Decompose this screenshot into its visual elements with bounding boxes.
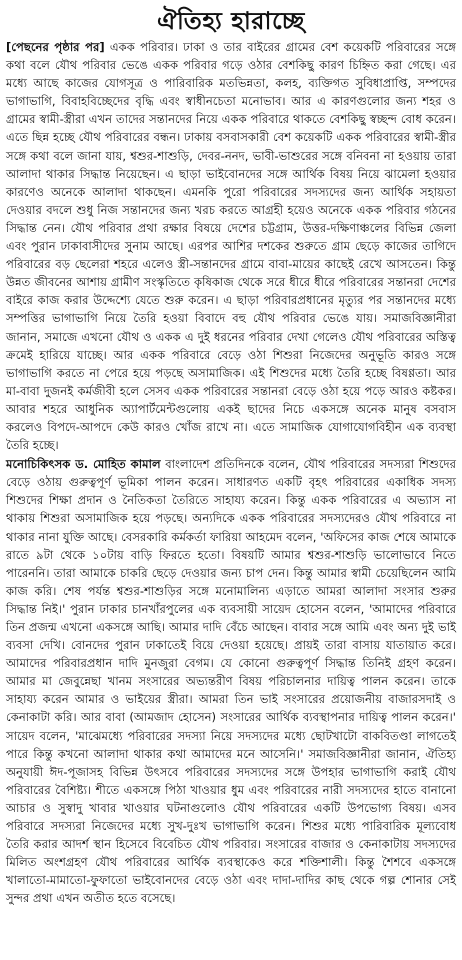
paragraph-lead-in: মনোচিকিৎসক ড. মোহিত কামাল bbox=[6, 457, 161, 472]
continuation-marker: [পেছনের পৃষ্ঠার পর] bbox=[6, 40, 105, 54]
article-headline: ঐতিহ্য হারাচ্ছে bbox=[157, 7, 305, 35]
paragraph-text: বাংলাদেশ প্রতিদিনকে বলেন, যৌথ পরিবারের সদস্যরা শিশুদের বেড়ে ওঠায় গুরুত্বপূর্ণ ভূমিকা পালন করেন। সাধারণত একটি বৃহৎ পরিবারের একাধিক সদস্য শিশুদের শিক্ষা প্রদান ও নৈতিকতা তৈরিতে সাহায্য করেন। কিন্তু একক পরিবারের এ অভ্যাস না থাকায় শিশুরা অসামাজিক হয়ে পড়ছে। অন্যদিকে একক পরিবারের সদস্যদেরও যৌথ পরিবারে না থাকার নানা যুক্তি আছে। বেসরকারি কর্মকর্তা ফারিয়া আহমেদ বলেন, 'অফিসের কাজ শেষে আমাকে রাতে ৯টা থেকে ১০টায় বাড়ি ফিরতে হতো। বিষয়টি আমার শ্বশুর-শাশুড়ি ভালোভাবে নিতে পারেননি। তারা আমাকে চাকরি ছেড়ে দেওয়ার জন্য চাপ দেন। কিন্তু আমার স্বামী চেয়েছিলেন আমি কাজ করি। শেষ পর্যন্ত শ্বশুর-শাশুড়ির সঙ্গে মনোমালিন্য এড়াতে আমরা আলাদা সংসার শুরুর সিদ্ধান্ত নিই।' পুরান ঢাকার চানখাঁরপুলের এক ব্যবসায়ী সায়েদ হোসেন বলেন, 'আমাদের পরিবারে তিন প্রজন্ম এখনো একসঙ্গে আছি। আমার দাদি বেঁচে আছেন। বাবার সঙ্গে আমি এবং অন্য দুই ভাই ব্যবসা দেখি। বোনদের পুরান ঢাকাতেই বিয়ে দেওয়া হয়েছে। প্রায়ই তারা বাসায় যাতায়াত করে। আমাদের পরিবারপ্রধান দাদি মুনজুরা বেগম। যে কোনো গুরুত্বপূর্ণ সিদ্ধান্ত তিনিই গ্রহণ করেন। আমার মা জেবুন্নেছা খানম সংসারের অভ্যন্তরীণ বিষয় পরিচালনার দায়িত্ব পালন করেন। তাকে সাহায্য করেন আমার ও ভাইয়ের স্ত্রীরা। আমরা তিন ভাই সংসারের প্রয়োজনীয় বাজারসদাই ও কেনাকাটা করি। আর বাবা (আমজাদ হোসেন) সংসারের আর্থিক ব্যবস্থাপনার দায়িত্ব পালন করেন।' সায়েদ বলেন, 'মাঝেমধ্যে পরিবারের সদস্যা নিয়ে সদস্যদের মধ্যে ছোটখাটো বাকবিতণ্ডা লাগতেই পারে কিন্তু কখনো আলাদা থাকার কথা আমাদের মনে আসেনি।' সমাজবিজ্ঞানীরা জানান, ঐতিহ্য অনুযায়ী ঈদ-পূজাসহ বিভিন্ন উৎসবে পরিবারের সদস্যদের সঙ্গে উপহার ভাগাভাগি করাই যৌথ পরিবারের বৈশিষ্ট্য। শীতে একসঙ্গে পিঠা খাওয়ার ধুম এবং পরিবারের নারী সদস্যদের হাতে বানানো আচার ও সুস্বাদু খাবার খাওয়ার ঘটনাগুলোও যৌথ পরিবারের একটি উপভোগ্য বিষয়। এসব পরিবারে সদস্যরা নিজেদের মধ্যে সুখ-দুঃখ ভাগাভাগি করেন। শিশুর মধ্যে পারিবারিক মূল্যবোধ তৈরি করার আদর্শ স্থান হিসেবে বিবেচিত যৌথ পরিবার। সংসারের বাজার ও কেনাকাটায় সদস্যদের মিলিত অংশগ্রহণ যৌথ পরিবারের আর্থিক ব্যবস্থাকেও করে শক্তিশালী। কিন্তু শৈশবে একসঙ্গে খালাতো-মামাতো-ফুফাতো ভাইবোনদের বেড়ে ওঠা এবং দাদা-দাদির কাছ থেকে গল্প শোনার সেই সুন্দর প্রথা এখন অতীত হতে বসেছে। bbox=[6, 457, 456, 906]
article-paragraph-2 bbox=[6, 455, 456, 907]
article-paragraph-1 bbox=[6, 38, 456, 454]
article-body bbox=[6, 38, 456, 908]
paragraph-text: একক পরিবার। ঢাকা ও তার বাইরের গ্রামের বেশ কয়েকটি পরিবারের সঙ্গে কথা বলে যৌথ পরিবার ভেঙে একক পরিবার গড়ে ওঠার বেশকিছু কারণ চিহ্নিত করা গেছে। এর মধ্যে আছে কাজের যোগসূত্র ও পারিবারিক মতভিন্নতা, কলহ, ব্যক্তিগত সুবিধাপ্রাপ্তি, সম্পদের ভাগাভাগি, বিবাহবিচ্ছেদের বৃদ্ধি এবং স্বাধীনচেতা মনোভাব। আর এ কারণগুলোর জন্য শহর ও গ্রামের স্বামী-স্ত্রীরা এখন তাদের সন্তানদের নিয়ে একক পরিবারে থাকতে বেশকিছু স্বচ্ছন্দ বোধ করেন। এতে ছিন্ন হচ্ছে যৌথ পরিবারের বন্ধন। ঢাকায় বসবাসকারী বেশ কয়েকটি একক পরিবারের স্বামী-স্ত্রীর সঙ্গে কথা বলে জানা যায়, শ্বশুর-শাশুড়ি, দেবর-ননদ, ভাবী-ভাশুরের সঙ্গে বনিবনা না হওয়ায় তারা আলাদা থাকার সিদ্ধান্ত নিয়েছেন। এ ছাড়া ভাইবোনদের সঙ্গে আর্থিক বিষয় নিয়ে ঝামেলা হওয়ার কারণেও অনেকে আলাদা থাকছেন। এমনকি পুরো পরিবারের সদস্যদের জন্য আর্থিক সহায়তা দেওয়ার বদলে শুধু নিজ সন্তানদের জন্য খরচ করতে আগ্রহী হয়েও অনেকে একক পরিবার গঠনের সিদ্ধান্ত নেন। যৌথ পরিবার প্রথা রক্ষার বিষয়ে দেশের চট্টগ্রাম, উত্তর-দক্ষিণাঞ্চলের বিভিন্ন জেলা এবং পুরান ঢাকাবাসীদের সুনাম আছে। এরপর আশির দশকের শুরুতে গ্রাম ছেড়ে কাজের তাগিদে পরিবারের বড় ছেলেরা শহরে এলেও স্ত্রী-সন্তানদের গ্রামে বাবা-মায়ের কাছেই রেখে আসতেন। কিন্তু উন্নত জীবনের আশায় গ্রামীণ সংস্কৃতিতে কৃষিকাজ থেকে সরে ধীরে ধীরে পরিবারের সন্তানরা দেশের বাইরে কাজ করার উদ্দেশ্যে যেতে শুরু করেন। এ ছাড়া পরিবারপ্রধানের মৃত্যুর পর সন্তানদের মধ্যে সম্পত্তির ভাগাভাগি নিয়ে তৈরি হওয়া বিবাদে বহু যৌথ পরিবার ভেঙে যায়। সমাজবিজ্ঞানীরা জানান, সমাজে এখনো যৌথ ও একক এ দুই ধরনের পরিবার দেখা গেলেও যৌথ পরিবারের অস্তিত্ব ক্রমেই হারিয়ে যাচ্ছে। আর একক পরিবারে বেড়ে ওঠা শিশুরা নিজেদের অনুভূতি কারও সঙ্গে ভাগাভাগি করতে না পেরে হয়ে পড়ছে অসামাজিক। এই শিশুদের মধ্যে তৈরি হচ্ছে বিষণ্ণতা। আর মা-বাবা দুজনই কর্মজীবী হলে সেসব একক পরিবারের সন্তানরা বেড়ে ওঠা হয়ে পড়ে আরও কষ্টকর। আবার শহরে আধুনিক অ্যাপার্টমেন্টগুলোয় একই ছাদের নিচে একসঙ্গে অনেক মানুষ বসবাস করলেও বিপদে-আপদে কেউ কারও খোঁজ রাখে না। এতে সামাজিক যোগাযোগবিহীন এক ব্যবস্থা তৈরি হচ্ছে। bbox=[6, 40, 456, 453]
